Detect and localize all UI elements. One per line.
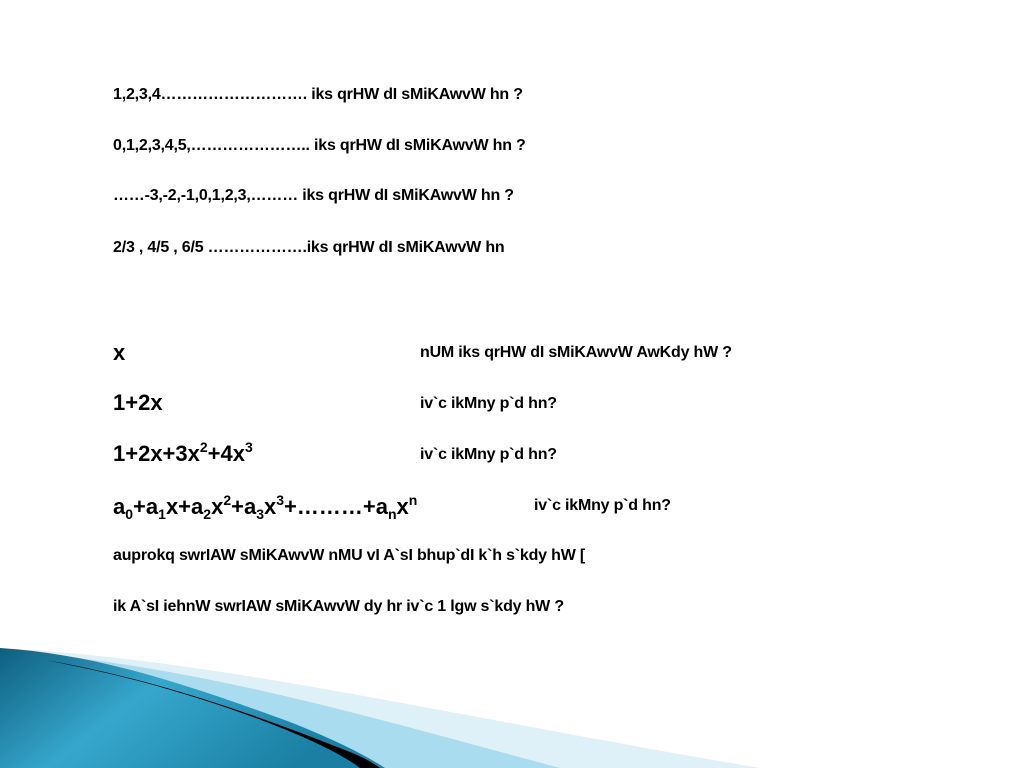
- question-line-3: ……-3,-2,-1,0,1,2,3,……… iks qrHW dI sMiKAwvW hn ?: [113, 187, 514, 204]
- expression-2-note: iv`c ikMny p`d hn?: [420, 395, 557, 412]
- expression-4: $a_0+a_1x+a_2x^2+a_3x^3+\dots\dots\dots+a_nx^n$: [113, 492, 418, 522]
- expression-2: 1+2x: [113, 390, 163, 415]
- question-line-2: 0,1,2,3,4,5,………………….. iks qrHW dI sMiKAwvW hn ?: [113, 137, 526, 154]
- closing-line-2: ik A`sI iehnW swrIAW sMiKAwvW dy hr iv`c 1 lgw s`kdy hW ?: [113, 598, 564, 615]
- expression-3: $1+2x+3x^2+4x^3$: [113, 439, 253, 466]
- expression-4-note: iv`c ikMny p`d hn?: [534, 497, 671, 514]
- closing-line-1: auprokq swrIAW sMiKAwvW nMU vI A`sI bhup`dI k`h s`kdy hW [: [113, 547, 585, 564]
- expression-1: x: [113, 340, 126, 365]
- expression-3-note: iv`c ikMny p`d hn?: [420, 446, 557, 463]
- question-line-1: 1,2,3,4………………………. iks qrHW dI sMiKAwvW hn ?: [113, 86, 523, 103]
- expression-1-note: nUM iks qrHW dI sMiKAwvW AwKdy hW ?: [420, 344, 732, 361]
- question-line-4: 2/3 , 4/5 , 6/5 ……………….iks qrHW dI sMiKAwvW hn: [113, 239, 505, 256]
